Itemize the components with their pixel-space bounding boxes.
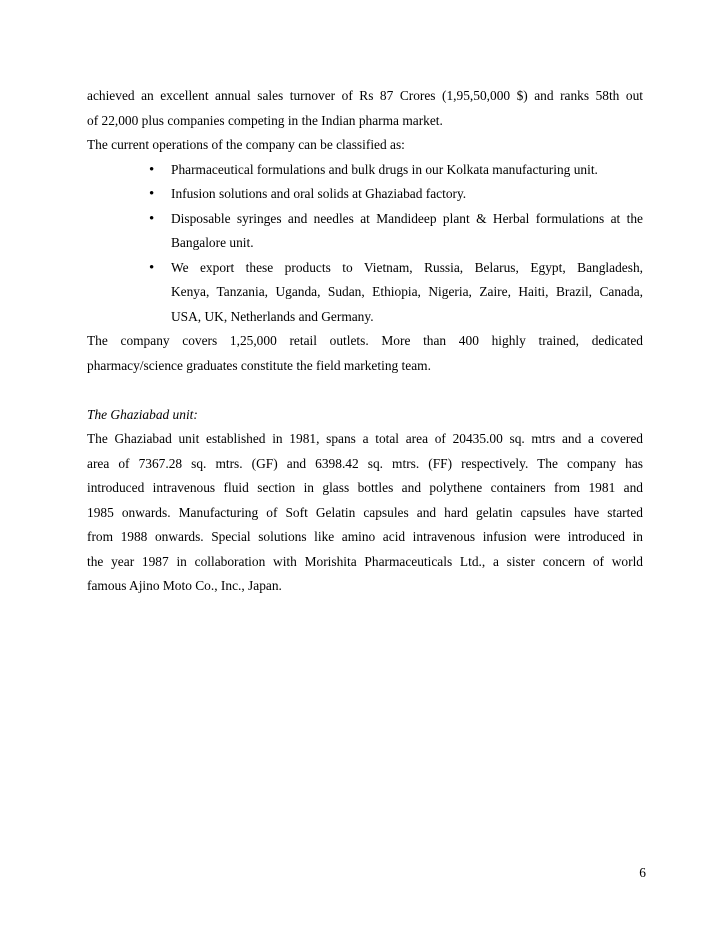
- list-item: [87, 256, 643, 330]
- intro-line-1: achieved an excellent annual sales turnover of Rs 87 Crores (1,95,50,000 $) and ranks 58th out: [87, 88, 643, 103]
- list-item-line: USA, UK, Netherlands and Germany.: [171, 308, 374, 324]
- list-item-line: Kenya, Tanzania, Uganda, Sudan, Ethiopia, Nigeria, Zaire, Haiti, Brazil, Canada,: [171, 284, 643, 299]
- operations-list: [87, 158, 643, 330]
- page-body: [87, 84, 643, 599]
- list-item-line: We export these products to Vietnam, Russia, Belarus, Egypt, Bangladesh,: [171, 259, 643, 275]
- ghaziabad-line-4: 1985 onwards. Manufacturing of Soft Gelatin capsules and hard gelatin capsules have started: [87, 504, 643, 520]
- paragraph-spacer: [87, 378, 643, 403]
- outlets-line-1: The company covers 1,25,000 retail outlets. More than 400 highly trained, dedicated: [87, 333, 643, 348]
- list-item-line: Disposable syringes and needles at Mandideep plant & Herbal formulations at the: [171, 210, 643, 226]
- section-heading: The Ghaziabad unit:: [87, 406, 198, 422]
- list-item: [87, 158, 643, 183]
- page-number: 6: [639, 865, 646, 880]
- outlets-line-2: pharmacy/science graduates constitute the field marketing team.: [87, 357, 431, 373]
- ghaziabad-line-1: The Ghaziabad unit established in 1981, spans a total area of 20435.00 sq. mtrs and a covered: [87, 431, 643, 446]
- bullet-icon: •: [149, 161, 155, 178]
- bullet-icon: •: [149, 259, 155, 276]
- ghaziabad-line-6: the year 1987 in collaboration with Morishita Pharmaceuticals Ltd., a sister concern of world: [87, 553, 643, 569]
- ghaziabad-line-2: area of 7367.28 sq. mtrs. (GF) and 6398.42 sq. mtrs. (FF) respectively. The company has: [87, 455, 643, 471]
- list-item-line: Bangalore unit.: [171, 235, 254, 250]
- list-item-line: Infusion solutions and oral solids at Ghaziabad factory.: [171, 186, 467, 201]
- list-item-line: Pharmaceutical formulations and bulk drugs in our Kolkata manufacturing unit.: [171, 161, 598, 177]
- bullet-icon: •: [149, 186, 155, 202]
- ghaziabad-line-3: introduced intravenous fluid section in glass bottles and polythene containers from 1981 and: [87, 480, 643, 495]
- intro-line-3: The current operations of the company can be classified as:: [87, 137, 405, 152]
- ghaziabad-line-7: famous Ajino Moto Co., Inc., Japan.: [87, 578, 282, 593]
- intro-line-2: of 22,000 plus companies competing in the Indian pharma market.: [87, 112, 443, 128]
- ghaziabad-line-5: from 1988 onwards. Special solutions like amino acid intravenous infusion were introduced in: [87, 529, 643, 544]
- bullet-icon: •: [149, 210, 155, 227]
- list-item: [87, 207, 643, 256]
- list-item: [87, 182, 643, 207]
